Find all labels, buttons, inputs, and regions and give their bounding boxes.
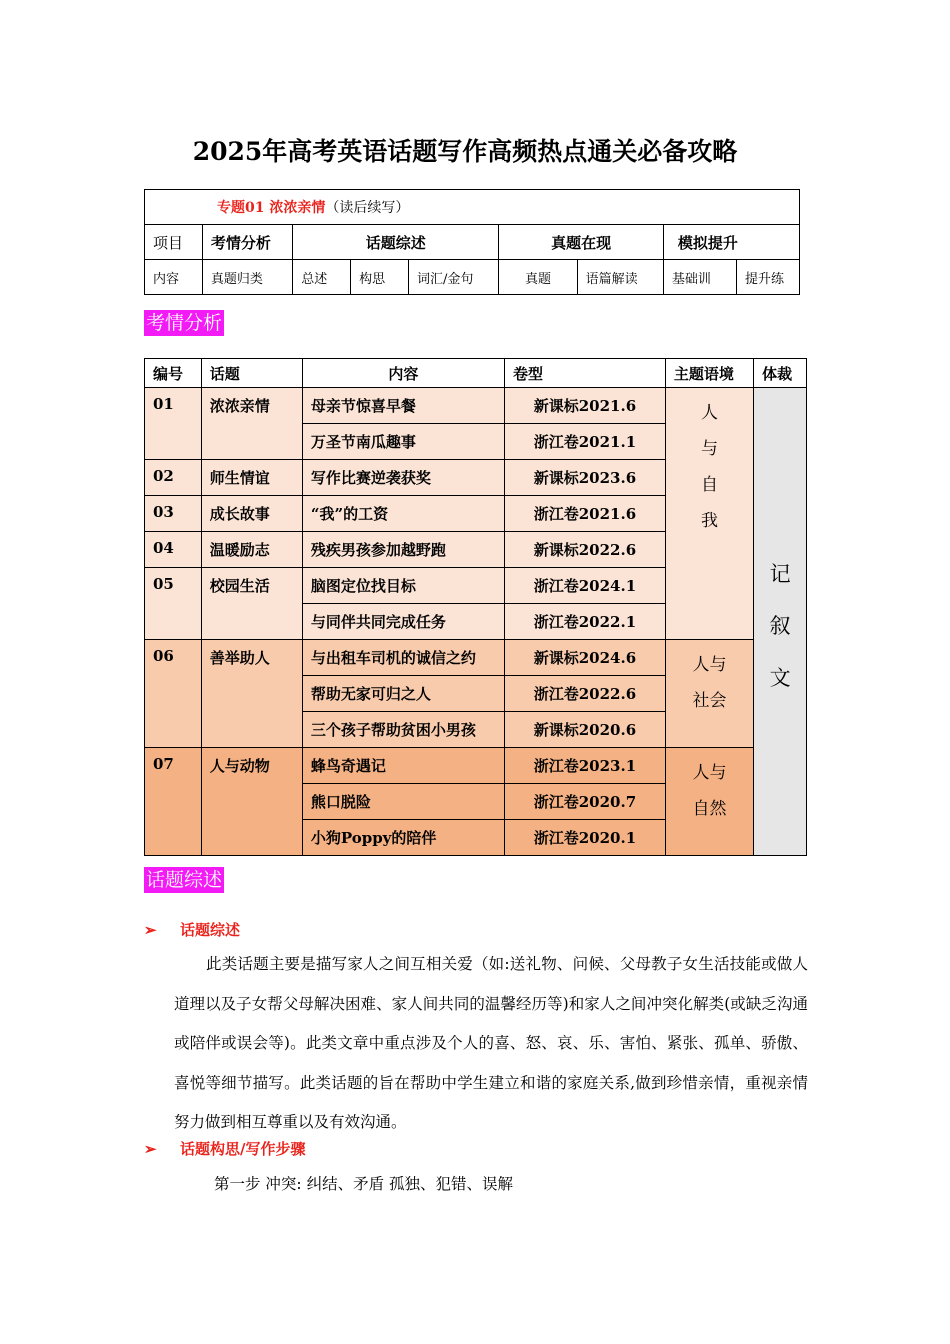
row-content: 小狗Poppy的陪伴 [302,820,504,856]
row-topic: 师生情谊 [201,460,302,496]
topic-nav-table [144,189,800,295]
overview-heading: ➢ 话题综述 [144,921,241,939]
row-content: “我”的工资 [302,496,504,532]
nav-item-project: 项目 [145,225,203,260]
row-paper: 浙江卷2022.6 [505,676,666,712]
row-paper: 浙江卷2023.1 [505,748,666,784]
col-header-paper: 卷型 [505,359,666,388]
row-no: 01 [145,388,202,460]
arrow-bullet-icon: ➢ [144,921,157,939]
nav-sub-reading[interactable]: 语篇解读 [577,260,663,295]
row-paper: 新课标2021.6 [505,388,666,424]
col-header-topic: 话题 [201,359,302,388]
nav-item-analysis[interactable]: 考情分析 [202,225,292,260]
step-one: 第一步 冲突: 纠结、矛盾 孤独、犯错、误解 [214,1175,514,1193]
row-topic: 善举助人 [201,640,302,748]
row-content: 与出租车司机的诚信之约 [302,640,504,676]
theme-self: 人 与 自 我 [665,388,753,640]
steps-heading: ➢ 话题构思/写作步骤 [144,1140,306,1158]
genre-narrative: 记 叙 文 [754,388,807,856]
row-content: 熊口脱险 [302,784,504,820]
nav-sub-exam[interactable]: 真题 [499,260,577,295]
col-header-theme: 主题语境 [665,359,753,388]
row-topic: 温暖励志 [201,532,302,568]
row-paper: 新课标2022.6 [505,532,666,568]
row-topic: 浓浓亲情 [201,388,302,460]
row-no: 02 [145,460,202,496]
theme-nature: 人与 自然 [665,748,753,856]
analysis-table [144,358,807,856]
col-header-no: 编号 [145,359,202,388]
topic-cell [145,190,800,225]
nav-sub-summary[interactable]: 总述 [293,260,351,295]
row-paper: 浙江卷2020.1 [505,820,666,856]
nav-sub-classify[interactable]: 真题归类 [202,260,292,295]
overview-paragraph: 此类话题主要是描写家人之间互相关爱（如:送礼物、问候、父母教子女生活技能或做人道理以及子女帮父母解决困难、家人间共同的温馨经历等)和家人之间冲突化解类(或缺乏沟通或陪伴或误会等)。此类文章中重点涉及个人的喜、怒、哀、乐、害怕、紧张、孤单、骄傲、喜悦等细节描写。此类话题的旨在帮助中学生建立和谐的家庭关系,做到珍惜亲情，重视亲情努力做到相互尊重以及有效沟通。 [174,955,808,1131]
page-title: 2025年高考英语话题写作高频热点通关必备攻略 [192,137,738,166]
row-topic: 人与动物 [201,748,302,856]
row-paper: 浙江卷2020.7 [505,784,666,820]
row-content: 残疾男孩参加越野跑 [302,532,504,568]
row-no: 03 [145,496,202,532]
row-paper: 浙江卷2021.1 [505,424,666,460]
row-no: 04 [145,532,202,568]
topic-name: 专题01 浓浓亲情 [217,200,326,216]
col-header-genre: 体裁 [754,359,807,388]
row-no: 05 [145,568,202,640]
row-content: 帮助无家可归之人 [302,676,504,712]
nav-item-real-exam[interactable]: 真题在现 [499,225,664,260]
row-paper: 新课标2020.6 [505,712,666,748]
row-paper: 浙江卷2021.6 [505,496,666,532]
row-no: 07 [145,748,202,856]
row-content: 母亲节惊喜早餐 [302,388,504,424]
nav-item-practice[interactable]: 模拟提升 [663,225,799,260]
nav-sub-idea[interactable]: 构思 [351,260,409,295]
row-topic: 成长故事 [201,496,302,532]
row-content: 三个孩子帮助贫困小男孩 [302,712,504,748]
row-content: 写作比赛逆袭获奖 [302,460,504,496]
col-header-content: 内容 [302,359,504,388]
row-content: 万圣节南瓜趣事 [302,424,504,460]
row-paper: 浙江卷2024.1 [505,568,666,604]
nav-sub-content: 内容 [145,260,203,295]
topic-subtitle: （读后续写） [325,200,410,216]
row-paper: 新课标2023.6 [505,460,666,496]
section-label-analysis: 考情分析 [146,312,223,334]
arrow-bullet-icon: ➢ [144,1140,157,1158]
row-paper: 浙江卷2022.1 [505,604,666,640]
nav-sub-basic[interactable]: 基础训 [663,260,736,295]
row-no: 06 [145,640,202,748]
nav-sub-advanced[interactable]: 提升练 [736,260,799,295]
nav-sub-vocab[interactable]: 词汇/金句 [409,260,499,295]
row-topic: 校园生活 [201,568,302,640]
nav-item-overview[interactable]: 话题综述 [293,225,499,260]
row-content: 蜂鸟奇遇记 [302,748,504,784]
theme-society: 人与 社会 [665,640,753,748]
row-content: 脑图定位找目标 [302,568,504,604]
row-content: 与同伴共同完成任务 [302,604,504,640]
section-label-overview: 话题综述 [146,869,223,891]
row-paper: 新课标2024.6 [505,640,666,676]
